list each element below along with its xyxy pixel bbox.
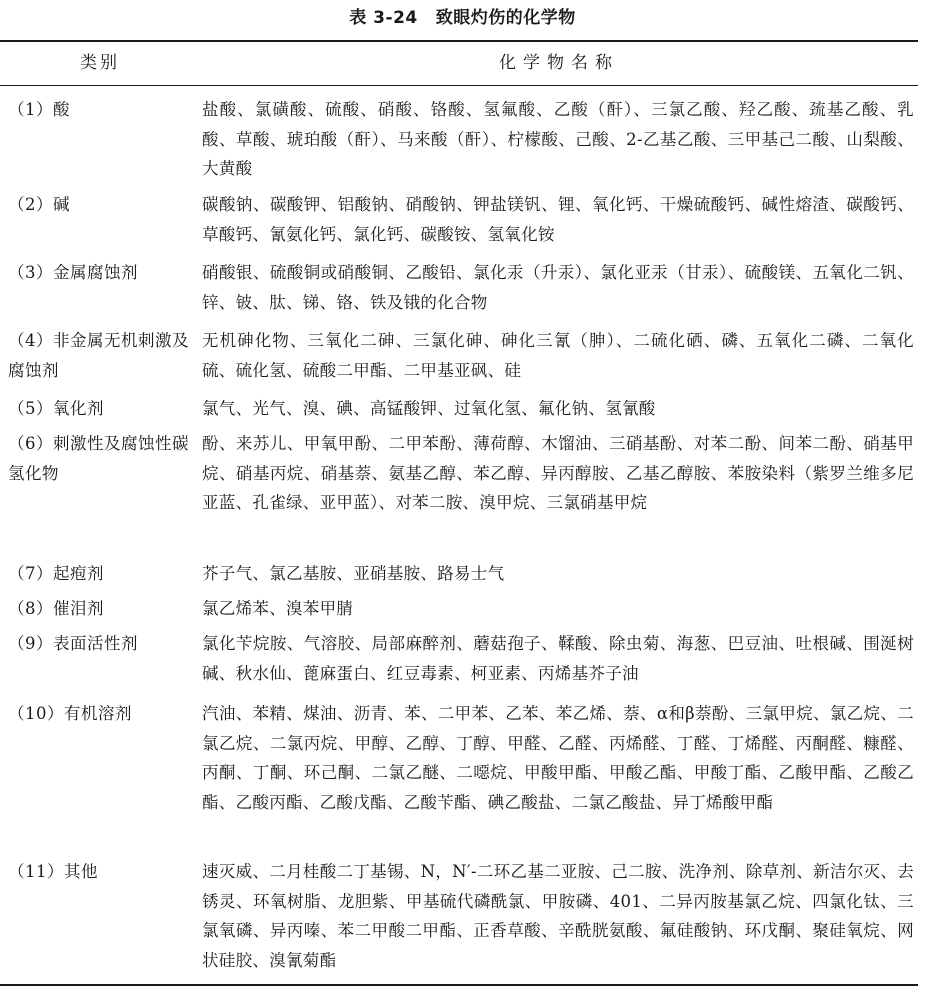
row-category: （10）有机溶剂 — [8, 704, 132, 723]
table-bottom-rule — [0, 984, 918, 986]
row-category: （9）表面活性剂 — [8, 634, 138, 653]
row-category: （11）其他 — [8, 862, 98, 881]
table-title: 致眼灼伤的化学物 — [435, 8, 576, 28]
column-header-names: 化学物名称 — [499, 53, 619, 73]
row-category: （4）非金属无机刺激及腐蚀剂 — [8, 331, 189, 380]
table-header-rule — [0, 85, 918, 86]
row-category: （7）起疱剂 — [8, 564, 104, 583]
row-chemicals: 汽油、苯精、煤油、沥青、苯、二甲苯、乙苯、苯乙烯、萘、α和β萘酚、三氯甲烷、氯乙烷、二氯乙烷、二氯丙烷、甲醇、乙醇、丁醇、甲醛、乙醛、丙烯醛、丁醛、丁烯醛、丙酮醛、糠醛、丙酮、丁酮、环己酮、二氯乙醚、二噁烷、甲酸甲酯、甲酸乙酯、甲酸丁酯、乙酸甲酯、乙酸乙酯、乙酸丙酯、乙酸戊酯、乙酸苄酯、碘乙酸盐、二氯乙酸盐、异丁烯酸甲酯 — [202, 704, 914, 812]
row-chemicals: 氯乙烯苯、溴苯甲腈 — [202, 599, 354, 618]
table-top-rule — [0, 40, 918, 42]
column-header-category: 类别 — [80, 53, 120, 73]
row-category: （1）酸 — [8, 100, 70, 119]
row-category: （6）刺激性及腐蚀性碳氢化物 — [8, 434, 189, 483]
table-caption — [0, 7, 925, 29]
row-chemicals: 氯化苄烷胺、气溶胶、局部麻醉剂、蘑菇孢子、鞣酸、除虫菊、海葱、巴豆油、吐根碱、围涎树碱、秋水仙、蓖麻蛋白、红豆毒素、柯亚素、丙烯基芥子油 — [202, 634, 914, 683]
row-category: （2）碱 — [8, 195, 70, 214]
row-category: （5）氧化剂 — [8, 399, 104, 418]
row-chemicals: 酚、来苏儿、甲氧甲酚、二甲苯酚、薄荷醇、木馏油、三硝基酚、对苯二酚、间苯二酚、硝基甲烷、硝基丙烷、硝基萘、氨基乙醇、苯乙醇、异丙醇胺、乙基乙醇胺、苯胺染料（紫罗兰维多尼亚蓝、孔雀绿、亚甲蓝）、对苯二胺、溴甲烷、三氯硝基甲烷 — [202, 434, 914, 512]
row-category: （3）金属腐蚀剂 — [8, 263, 138, 282]
row-chemicals: 芥子气、氯乙基胺、亚硝基胺、路易士气 — [202, 564, 505, 583]
row-chemicals: 速灭威、二月桂酸二丁基锡、N，N′-二环乙基二亚胺、己二胺、洗净剂、除草剂、新洁尔灭、去锈灵、环氧树脂、龙胆紫、甲基硫代磷酰氯、甲胺磷、401、二异丙胺基氯乙烷、四氯化钛、三氯氧磷、异丙嗪、苯二甲酸二甲酯、正香草酸、辛酰胱氨酸、氟硅酸钠、环戊酮、聚硅氧烷、网状硅胶、溴氰菊酯 — [202, 862, 914, 970]
table-number: 表 3-24 — [349, 8, 418, 28]
row-chemicals: 硝酸银、硫酸铜或硝酸铜、乙酸铅、氯化汞（升汞）、氯化亚汞（甘汞）、硫酸镁、五氧化二钒、锌、铍、肽、锑、铬、铁及锇的化合物 — [202, 263, 914, 312]
row-chemicals: 氯气、光气、溴、碘、高锰酸钾、过氧化氢、氟化钠、氢氰酸 — [202, 399, 656, 418]
row-category: （8）催泪剂 — [8, 599, 104, 618]
row-chemicals: 无机砷化物、三氧化二砷、三氯化砷、砷化三氰（胂）、二硫化硒、磷、五氧化二磷、二氧化硫、硫化氢、硫酸二甲酯、二甲基亚砜、硅 — [202, 331, 914, 380]
row-chemicals: 盐酸、氯磺酸、硫酸、硝酸、铬酸、氢氟酸、乙酸（酐）、三氯乙酸、羟乙酸、巯基乙酸、乳酸、草酸、琥珀酸（酐）、马来酸（酐）、柠檬酸、己酸、2-乙基乙酸、三甲基己二酸、山梨酸、大黄酸 — [202, 100, 914, 178]
row-chemicals: 碳酸钠、碳酸钾、铝酸钠、硝酸钠、钾盐镁钒、锂、氧化钙、干燥硫酸钙、碱性熔渣、碳酸钙、草酸钙、氰氨化钙、氯化钙、碳酸铵、氢氧化铵 — [202, 195, 914, 244]
